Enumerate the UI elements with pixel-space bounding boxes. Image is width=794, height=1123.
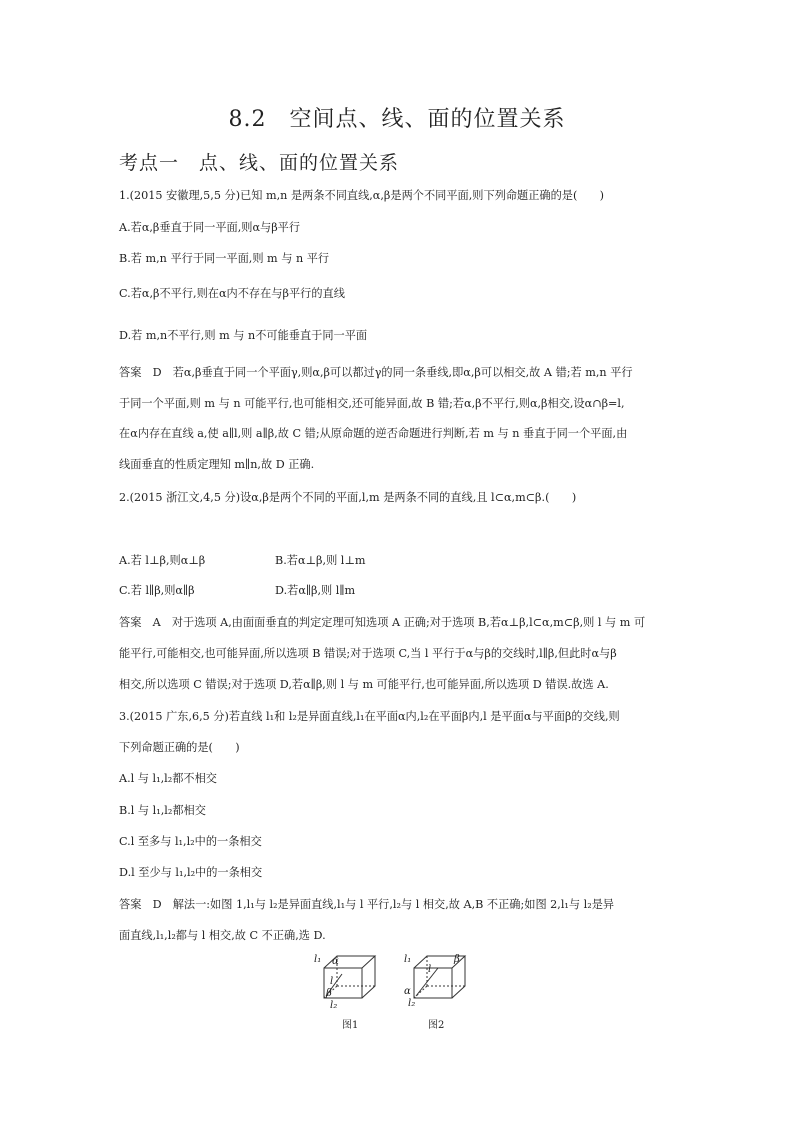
question-3-option-c: C.l 至多与 l₁,l₂中的一条相交 [119, 835, 262, 848]
question-3-option-a: A.l 与 l₁,l₂都不相交 [119, 772, 217, 785]
question-3-option-d: D.l 至少与 l₁,l₂中的一条相交 [119, 866, 263, 879]
figure-2 [402, 950, 482, 1030]
question-2-option-b: B.若α⊥β,则 l⊥m [275, 554, 366, 567]
figure-2-label-l2: l₂ [408, 998, 416, 1009]
question-3-option-b: B.l 与 l₁,l₂都相交 [119, 804, 206, 817]
figure-2-caption: 图2 [428, 1020, 445, 1031]
question-1-option-c: C.若α,β不平行,则在α内不存在与β平行的直线 [119, 287, 345, 300]
question-2-answer-line-2: 能平行,可能相交,也可能异面,所以选项 B 错误;对于选项 C,当 l 平行于α与β的交线时,l∥β,但此时α与β [119, 647, 617, 660]
page-title: 8.2 空间点、线、面的位置关系 [228, 107, 566, 132]
question-3-answer-line-1: 答案 D 解法一:如图 1,l₁与 l₂是异面直线,l₁与 l 平行,l₂与 l 相交,故 A,B 不正确;如图 2,l₁与 l₂是异 [119, 898, 615, 911]
figure-1-label-l1: l₁ [314, 954, 322, 965]
figure-1-label-beta: β [326, 988, 332, 999]
figure-1-label-alpha: α [332, 956, 339, 967]
question-3-stem-line-2: 下列命题正确的是( ) [119, 741, 240, 754]
question-3-answer-line-2: 面直线,l₁,l₂都与 l 相交,故 C 不正确,选 D. [119, 929, 326, 942]
figure-2-label-beta: β [454, 954, 460, 965]
question-1-option-b: B.若 m,n 平行于同一平面,则 m 与 n 平行 [119, 252, 330, 265]
figure-1-cube-diagram [312, 950, 392, 1012]
question-2-option-d: D.若α∥β,则 l∥m [275, 584, 356, 597]
question-2-stem: 2.(2015 浙江文,4,5 分)设α,β是两个不同的平面,l,m 是两条不同的直线,且 l⊂α,m⊂β.( ) [119, 491, 577, 504]
cube-front-face [414, 968, 452, 998]
question-1-answer-line-4: 线面垂直的性质定理知 m∥n,故 D 正确. [119, 458, 315, 471]
question-3-stem-line-1: 3.(2015 广东,6,5 分)若直线 l₁和 l₂是异面直线,l₁在平面α内,l₂在平面β内,l 是平面α与平面β的交线,则 [119, 710, 620, 723]
figure-1-caption: 图1 [342, 1020, 359, 1031]
figure-1-label-l2: l₂ [330, 1000, 338, 1011]
figure-2-label-alpha: α [404, 986, 411, 997]
question-2-option-a: A.若 l⊥β,则α⊥β [119, 554, 206, 567]
question-2-option-c: C.若 l∥β,则α∥β [119, 584, 195, 597]
figure-2-label-l1: l₁ [404, 954, 412, 965]
question-1-answer-line-1: 答案 D 若α,β垂直于同一个平面γ,则α,β可以都过γ的同一条垂线,即α,β可以相交,故 A 错;若 m,n 平行 [119, 366, 633, 379]
figure-1-label-l: l [330, 976, 334, 987]
question-1-stem: 1.(2015 安徽理,5,5 分)已知 m,n 是两条不同直线,α,β是两个不同平面,则下列命题正确的是( ) [119, 189, 605, 202]
figure-2-label-l: l [428, 964, 432, 975]
question-2-answer-line-3: 相交,所以选项 C 错误;对于选项 D,若α∥β,则 l 与 m 可能平行,也可能异面,所以选项 D 错误.故选 A. [119, 678, 609, 691]
question-1-answer-line-2: 于同一个平面,则 m 与 n 可能平行,也可能相交,还可能异面,故 B 错;若α,β不平行,则α,β相交,设α∩β=l, [119, 397, 625, 410]
question-1-option-d: D.若 m,n不平行,则 m 与 n不可能垂直于同一平面 [119, 329, 368, 342]
question-2-answer-line-1: 答案 A 对于选项 A,由面面垂直的判定定理可知选项 A 正确;对于选项 B,若α⊥β,l⊂α,m⊂β,则 l 与 m 可 [119, 616, 646, 629]
question-1-option-a: A.若α,β垂直于同一平面,则α与β平行 [119, 221, 301, 234]
question-1-answer-line-3: 在α内存在直线 a,使 a∥l,则 a∥β,故 C 错;从原命题的逆否命题进行判断,若 m 与 n 垂直于同一个平面,由 [119, 427, 628, 440]
section-heading: 考点一 点、线、面的位置关系 [119, 152, 400, 174]
figure-1 [312, 950, 392, 1030]
